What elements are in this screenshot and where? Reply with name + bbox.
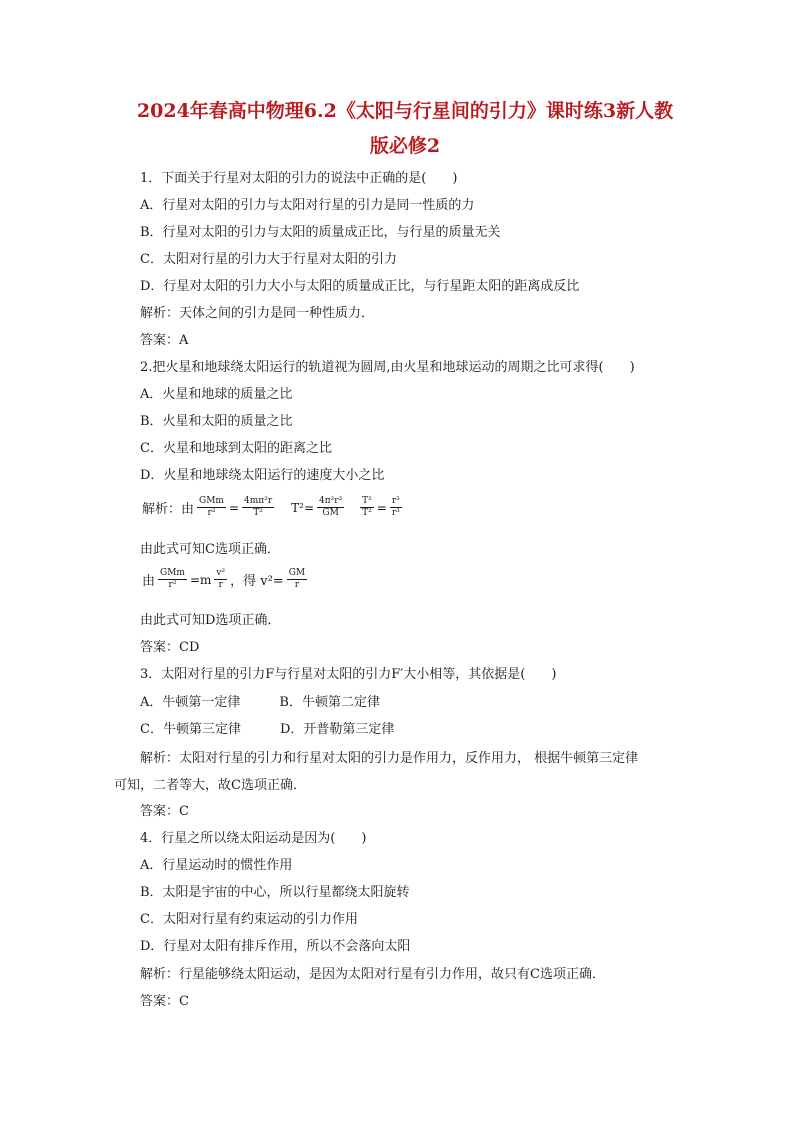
q3-stem: 3．太阳对行星的引力F与行星对太阳的引力F′大小相等，其依据是( ) [140, 667, 557, 682]
q2-conclusion-c: 由此式可知C选项正确． [140, 542, 280, 557]
fraction [360, 496, 374, 519]
q2-option-a: A．火星和地球的质量之比 [140, 387, 293, 402]
q1-answer: 答案：A [140, 333, 189, 348]
fraction [214, 568, 227, 591]
numerator: GMm [160, 568, 185, 578]
q4-stem: 4．行星之所以绕太阳运动是因为( ) [140, 831, 367, 846]
q1-option-d: D．行星对太阳的引力大小与太阳的质量成正比，与行星距太阳的距离成反比 [140, 279, 580, 294]
result-text: ，得 v²= [230, 574, 284, 589]
q4-answer: 答案：C [140, 994, 189, 1009]
fraction [390, 496, 402, 519]
denominator: r [294, 580, 300, 590]
q2-analysis-formulas [140, 496, 403, 519]
denominator: r³ [391, 508, 400, 518]
denominator: T² [253, 508, 263, 518]
q4-analysis: 解析：行星能够绕太阳运动，是因为太阳对行星有引力作用，故只有C选项正确． [140, 967, 605, 982]
numerator: 4mπ²r [244, 496, 273, 506]
equals-m: =m [189, 572, 212, 587]
q2-analysis-prefix: 解析：由 [142, 502, 195, 517]
q4-option-d: D．行星对太阳有排斥作用，所以不会落向太阳 [140, 939, 411, 954]
page-title-line-1: 2024年春高中物理6.2《太阳与行星间的引力》课时练3新人教 [136, 100, 674, 122]
numerator: v² [216, 568, 226, 578]
q2-option-c: C．火星和地球到太阳的距离之比 [140, 441, 332, 456]
equals-sign: = [376, 500, 387, 515]
q3-answer: 答案：C [140, 804, 189, 819]
q2-analysis-formula-2 [140, 568, 308, 591]
fraction [242, 496, 274, 519]
q3-analysis-line-1: 解析：太阳对行星的引力和行星对太阳的引力是作用力，反作用力， 根据牛顿第三定律 [140, 751, 639, 766]
denominator: T² [362, 508, 372, 518]
numerator: T² [362, 496, 372, 506]
q1-analysis: 解析：天体之间的引力是同一种性质力． [140, 306, 375, 321]
denominator: r [218, 580, 223, 590]
q2-answer: 答案：CD [140, 640, 200, 655]
q4-option-a: A．行星运动时的惯性作用 [140, 858, 293, 873]
line-prefix: 由 [142, 574, 156, 589]
q1-option-a: A．行星对太阳的引力与太阳对行星的引力是同一性质的力 [140, 198, 475, 213]
equation-lhs: T²= [291, 500, 314, 515]
numerator: 4π²r³ [319, 496, 343, 506]
fraction [197, 496, 226, 519]
q3-options-cd: C．牛顿第三定律 D．开普勒第三定律 [140, 722, 395, 737]
denominator: GM [322, 508, 339, 518]
q2-option-b: B．火星和太阳的质量之比 [140, 414, 293, 429]
q1-stem: 1．下面关于行星对太阳的引力的说法中正确的是( ) [140, 171, 458, 186]
q2-stem: 2.把火星和地球绕太阳运行的轨道视为圆周,由火星和地球运动的周期之比可求得( ) [140, 360, 635, 375]
q4-option-b: B．太阳是宇宙的中心，所以行星都绕太阳旋转 [140, 885, 410, 900]
denominator: r² [168, 580, 177, 590]
fraction [317, 496, 344, 519]
equals-sign: = [228, 500, 240, 515]
numerator: GMm [199, 496, 224, 506]
q3-analysis-line-2: 可知，二者等大，故C选项正确． [114, 778, 306, 793]
numerator: r³ [391, 496, 400, 506]
numerator: GM [288, 568, 306, 578]
q3-options-ab: A．牛顿第一定律 B．牛顿第二定律 [140, 695, 380, 710]
q4-option-c: C．太阳对行星有约束运动的引力作用 [140, 912, 358, 927]
q1-option-c: C．太阳对行星的引力大于行星对太阳的引力 [140, 252, 397, 267]
fraction [287, 568, 307, 591]
q2-option-d: D．火星和地球绕太阳运行的速度大小之比 [140, 468, 385, 483]
denominator: r² [207, 508, 216, 518]
page-title-line-2: 版必修2 [369, 135, 441, 157]
fraction [158, 568, 187, 591]
q2-conclusion-d: 由此式可知D选项正确． [140, 613, 281, 628]
q1-option-b: B．行星对太阳的引力与太阳的质量成正比，与行星的质量无关 [140, 225, 501, 240]
